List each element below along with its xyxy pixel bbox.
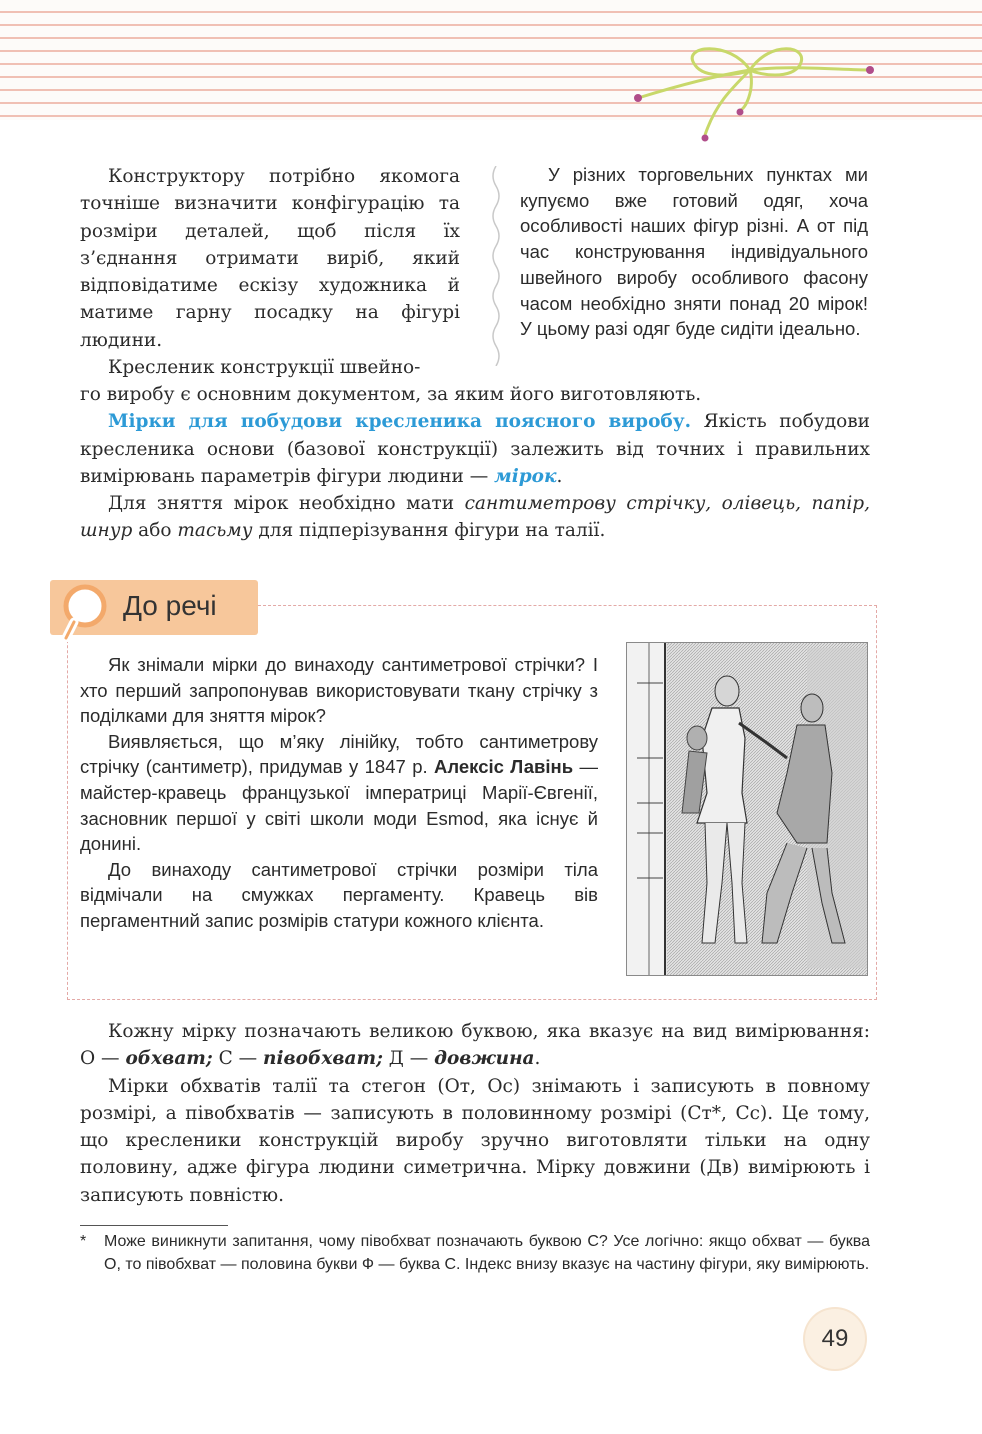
paragraph-4-a: Для зняття мірок необхідно мати xyxy=(108,493,465,515)
paragraph-2-end: го виробу є основним документом, за яким його виготовляють. xyxy=(80,384,702,405)
left-paragraph-2-start: Кресленик конструкції швейно- xyxy=(108,357,421,379)
column-divider xyxy=(488,166,504,366)
term-dovzhyna: довжина xyxy=(434,1048,535,1070)
infobox-p2-b: — майстер-кравець французької імператриці Марії-Євгенії, засновник першої у світі школи моди Esmod, яка існує й донині. xyxy=(80,756,598,855)
paragraph-5-b: С — xyxy=(212,1048,264,1070)
paragraph-6: Мірки обхватів талії та стегон (От, Ос) знімають і записують в повному розмірі, а півобхватів — записують в половинному розмірі (Ст*, Сс). Це тому, що кресленики конструкцій виробу зручно виготовляти тільки на одну половину, адже фігура людини симетрична. Мірку довжини (Дв) вимірюють і записують повністю. xyxy=(80,1075,870,1206)
paragraph-5-d: . xyxy=(534,1048,541,1070)
infobox-paragraph-1: Як знімали мірки до винаходу сантиметрової стрічки? І хто перший запропонував використовувати ткану стрічку з поділками для зняття мірок? xyxy=(80,654,598,727)
paragraph-4-b: або xyxy=(132,520,178,542)
right-paragraph: У різних торговельних пунктах ми купуємо вже готовий одяг, хоча особливості наших фігур різні. А от під час конструювання індивідуального швейного виробу особливого фасону часом необхідно зняти понад 20 мірок! У цьому разі одяг буде сидіти ідеально. xyxy=(520,164,868,340)
infobox-title: До речі xyxy=(123,590,217,621)
term-mirok: мірок xyxy=(494,465,557,487)
infobox-p2-a: Виявляється, що м’яку лінійку, тобто сантиметрову стрічку (сантиметр), придумав у 1847 р. xyxy=(80,730,598,778)
term-obkhvat: обхват; xyxy=(125,1048,213,1070)
ribbon-bow-decoration xyxy=(620,30,900,160)
page-number: 49 xyxy=(805,1309,865,1369)
footnote-text: Може виникнути запитання, чому півобхват позначають буквою С? Усе логічно: якщо обхват — буква О, то півобхват — половина букви Ф — буква С. Індекс внизу вказує на частину фігури, яку вимірюють. xyxy=(104,1233,870,1273)
term-pivobkhvat: півобхват; xyxy=(263,1048,383,1070)
footnote xyxy=(80,1231,870,1276)
infobox-paragraph-3: До винаходу сантиметрової стрічки розміри тіла відмічали на смужках пергаменту. Кравець вів пергаментний запис розмірів статури кожного клієнта. xyxy=(80,858,598,931)
paragraph-3-text: Якість побудови кресленика основи (базової конструкції) залежить від точних і правильних вимірювань параметрів фігури людини — xyxy=(80,411,870,487)
left-column xyxy=(80,163,460,381)
left-paragraph-1: Конструктору потрібно якомога точніше визначити конфігурацію та розміри деталей, щоб після їх з’єднання отримати виріб, який відповідатиме ескізу художника й матиме гарну посадку на фігурі людини. xyxy=(80,166,460,351)
infobox-top-border xyxy=(258,605,877,606)
footnote-rule xyxy=(80,1225,228,1226)
infobox-paragraph-2 xyxy=(80,729,598,857)
right-column xyxy=(520,162,868,342)
section-heading: Мірки для побудови кресленика поясного виробу. xyxy=(108,411,692,433)
paragraph-3 xyxy=(80,408,870,490)
infobox-text xyxy=(80,652,598,934)
main-text-block-1 xyxy=(80,381,870,545)
main-text-block-2 xyxy=(80,1018,870,1209)
footnote-marker: * xyxy=(80,1233,87,1250)
paragraph-3-end: . xyxy=(556,465,563,487)
paragraph-5 xyxy=(80,1018,870,1073)
paragraph-5-c: Д — xyxy=(382,1048,435,1070)
paragraph-4-tools: сантиметрову стрічку, олівець, папір, шнур xyxy=(80,493,870,542)
paragraph-4-tape: тасьму xyxy=(177,520,253,542)
paragraph-4-c: для підперізування фігури на талії. xyxy=(252,520,606,542)
historical-engraving xyxy=(626,642,868,976)
paragraph-5-a: Кожну мірку позначають великою буквою, яка вказує на вид вимірювання: О — xyxy=(80,1021,870,1070)
paragraph-4 xyxy=(80,490,870,545)
person-name: Алексіс Лавінь xyxy=(434,756,574,778)
magnifier-icon xyxy=(58,582,112,642)
